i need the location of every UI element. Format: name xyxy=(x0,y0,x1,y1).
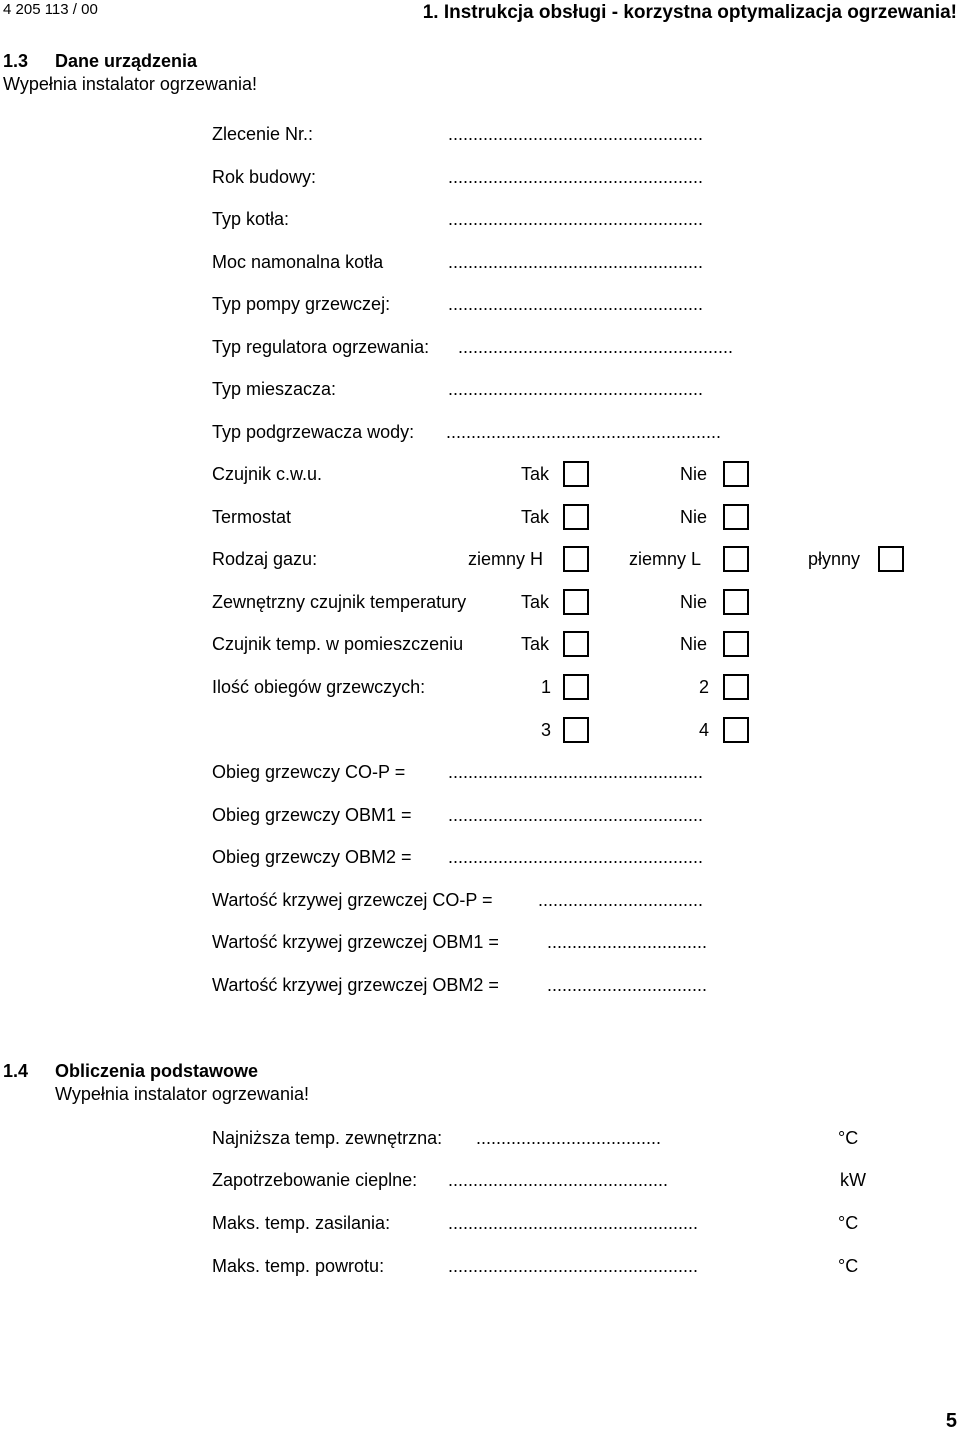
field-label-boiler-type: Typ kotła: xyxy=(212,209,290,229)
choice-label-room-sensor: Czujnik temp. w pomieszczeniu xyxy=(212,634,464,654)
page-number: 5 xyxy=(945,1410,957,1432)
option-label-four: 4 xyxy=(699,720,710,740)
checkbox-thermostat-no[interactable] xyxy=(723,504,749,530)
option-label-natural-gas-h: ziemny H xyxy=(468,549,544,569)
option-label-two: 2 xyxy=(699,677,710,697)
section-14-number: 1.4 xyxy=(3,1061,29,1081)
checkbox-circuits-4[interactable] xyxy=(723,717,749,743)
field-label-circuit-obm1: Obieg grzewczy OBM1 = xyxy=(212,805,412,825)
checkbox-dhw-sensor-yes[interactable] xyxy=(563,461,589,487)
field-label-build-year: Rok budowy: xyxy=(212,167,317,187)
option-label-yes: Tak xyxy=(521,507,550,527)
checkbox-circuits-3[interactable] xyxy=(563,717,589,743)
option-label-no: Nie xyxy=(680,507,708,527)
field-label-regulator-type: Typ regulatora ogrzewania: xyxy=(212,337,430,357)
section-13-subtitle: Wypełnia instalator ogrzewania! xyxy=(3,74,257,94)
choice-label-outdoor-sensor: Zewnętrzny czujnik temperatury xyxy=(212,592,467,612)
field-input-min-outdoor-temp[interactable]: ..................................... xyxy=(476,1128,662,1148)
choice-label-gas-type: Rodzaj gazu: xyxy=(212,549,318,569)
field-input-max-return-temp[interactable]: .................................................. xyxy=(448,1256,699,1276)
field-input-mixer-type[interactable]: ................................................... xyxy=(448,379,704,399)
option-label-yes: Tak xyxy=(521,464,550,484)
checkbox-circuits-1[interactable] xyxy=(563,674,589,700)
section-13-title: Dane urządzenia xyxy=(55,51,198,71)
field-label-circuit-obm2: Obieg grzewczy OBM2 = xyxy=(212,847,412,867)
field-input-build-year[interactable]: ................................................... xyxy=(448,167,704,187)
unit-celsius: °C xyxy=(838,1128,859,1148)
option-label-no: Nie xyxy=(680,634,708,654)
unit-kilowatt: kW xyxy=(840,1170,866,1190)
field-input-order-number[interactable]: ................................................... xyxy=(448,124,704,144)
checkbox-gas-natural-h[interactable] xyxy=(563,546,589,572)
field-input-curve-obm1[interactable]: ................................ xyxy=(547,932,708,952)
checkbox-room-sensor-no[interactable] xyxy=(723,631,749,657)
document-number: 4 205 113 / 00 xyxy=(3,1,98,18)
option-label-one: 1 xyxy=(541,677,552,697)
checkbox-thermostat-yes[interactable] xyxy=(563,504,589,530)
header-title: 1. Instrukcja obsługi - korzystna optymalizacja ogrzewania! xyxy=(422,2,957,23)
section-14-title: Obliczenia podstawowe xyxy=(55,1061,259,1081)
choice-label-thermostat: Termostat xyxy=(212,507,292,527)
checkbox-outdoor-sensor-no[interactable] xyxy=(723,589,749,615)
section-14-subtitle: Wypełnia instalator ogrzewania! xyxy=(55,1084,309,1104)
field-input-boiler-power[interactable]: ................................................... xyxy=(448,252,704,272)
field-label-min-outdoor-temp: Najniższa temp. zewnętrzna: xyxy=(212,1128,443,1148)
field-label-max-return-temp: Maks. temp. powrotu: xyxy=(212,1256,385,1276)
field-label-max-supply-temp: Maks. temp. zasilania: xyxy=(212,1213,391,1233)
choice-label-dhw-sensor: Czujnik c.w.u. xyxy=(212,464,323,484)
field-label-order-number: Zlecenie Nr.: xyxy=(212,124,314,144)
field-input-max-supply-temp[interactable]: .................................................. xyxy=(448,1213,699,1233)
field-label-water-heater-type: Typ podgrzewacza wody: xyxy=(212,422,415,442)
field-input-heat-demand[interactable]: ............................................ xyxy=(448,1170,669,1190)
field-input-circuit-obm1[interactable]: ................................................... xyxy=(448,805,704,825)
checkbox-gas-natural-l[interactable] xyxy=(723,546,749,572)
section-13-number: 1.3 xyxy=(3,51,29,71)
field-input-curve-obm2[interactable]: ................................ xyxy=(547,975,708,995)
checkbox-circuits-2[interactable] xyxy=(723,674,749,700)
choice-label-circuit-count: Ilość obiegów grzewczych: xyxy=(212,677,426,697)
checkbox-gas-liquid[interactable] xyxy=(878,546,904,572)
field-label-pump-type: Typ pompy grzewczej: xyxy=(212,294,391,314)
option-label-three: 3 xyxy=(541,720,552,740)
field-input-boiler-type[interactable]: ................................................... xyxy=(448,209,704,229)
field-input-water-heater-type[interactable]: ....................................................... xyxy=(446,422,722,442)
field-input-circuit-obm2[interactable]: ................................................... xyxy=(448,847,704,867)
field-input-pump-type[interactable]: ................................................... xyxy=(448,294,704,314)
checkbox-dhw-sensor-no[interactable] xyxy=(723,461,749,487)
field-input-regulator-type[interactable]: ....................................................... xyxy=(458,337,734,357)
unit-celsius: °C xyxy=(838,1256,859,1276)
field-input-curve-cop[interactable]: ................................. xyxy=(538,890,704,910)
field-label-boiler-power: Moc namonalna kotła xyxy=(212,252,384,272)
field-label-curve-obm2: Wartość krzywej grzewczej OBM2 = xyxy=(212,975,499,995)
option-label-natural-gas-l: ziemny L xyxy=(629,549,702,569)
option-label-no: Nie xyxy=(680,464,708,484)
checkbox-room-sensor-yes[interactable] xyxy=(563,631,589,657)
option-label-yes: Tak xyxy=(521,634,550,654)
field-label-circuit-cop: Obieg grzewczy CO-P = xyxy=(212,762,406,782)
checkbox-outdoor-sensor-yes[interactable] xyxy=(563,589,589,615)
field-input-circuit-cop[interactable]: ................................................... xyxy=(448,762,704,782)
unit-celsius: °C xyxy=(838,1213,859,1233)
option-label-liquid-gas: płynny xyxy=(808,549,861,569)
field-label-curve-cop: Wartość krzywej grzewczej CO-P = xyxy=(212,890,493,910)
option-label-yes: Tak xyxy=(521,592,550,612)
option-label-no: Nie xyxy=(680,592,708,612)
field-label-heat-demand: Zapotrzebowanie cieplne: xyxy=(212,1170,418,1190)
field-label-curve-obm1: Wartość krzywej grzewczej OBM1 = xyxy=(212,932,499,952)
field-label-mixer-type: Typ mieszacza: xyxy=(212,379,337,399)
